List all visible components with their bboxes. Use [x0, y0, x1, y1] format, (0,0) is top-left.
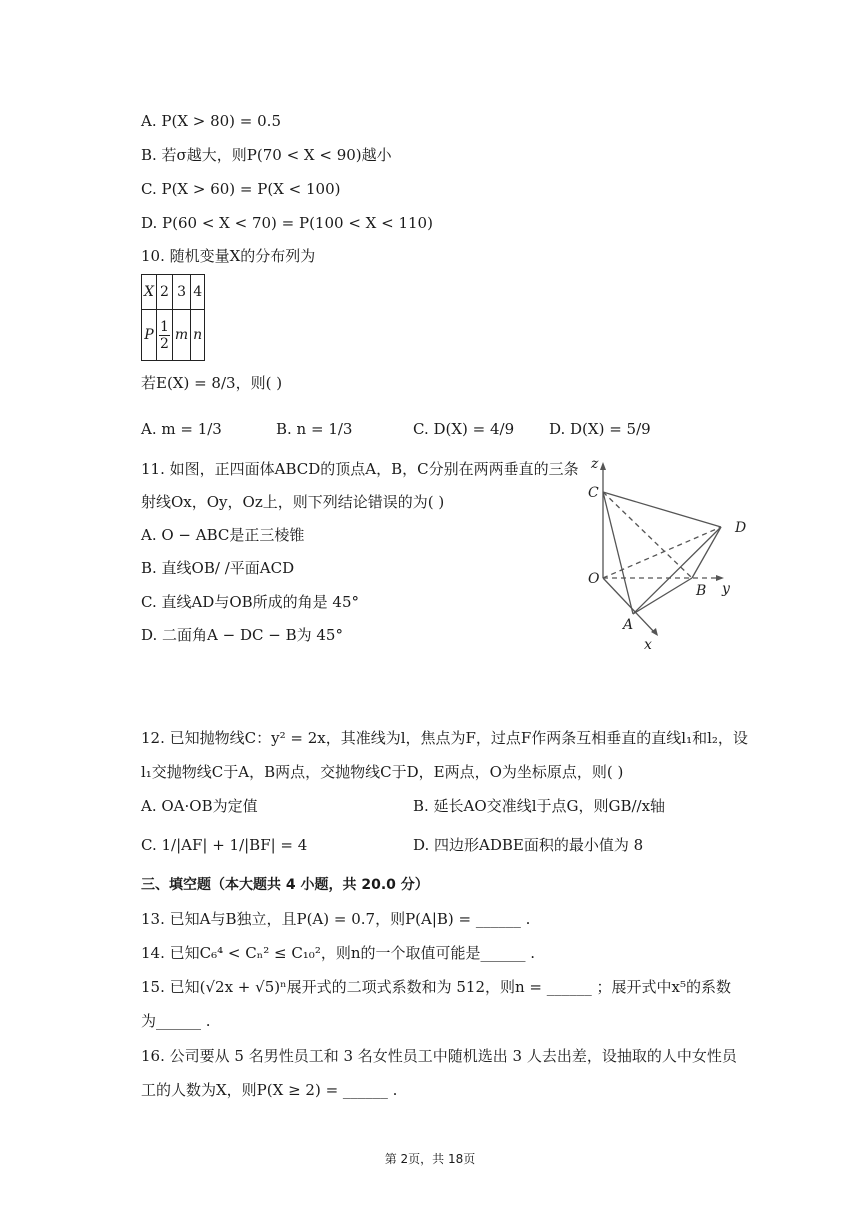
q10-option-c: C. D(X) = 4/9: [413, 420, 515, 438]
table-row-p: P: [142, 310, 157, 361]
q12-option-b: B. 延长AO交准线l于点G，则GB//x轴: [413, 797, 666, 815]
fraction-denominator: 2: [159, 335, 169, 352]
table-cell-half: [156, 310, 172, 361]
q16-line2: 工的人数为X，则P(X ≥ 2) = ______ .: [141, 1081, 398, 1099]
q10-condition: 若E(X) = 8/3，则( ): [141, 374, 283, 392]
page-footer: 第 2页，共 18页: [384, 1152, 476, 1166]
label-y: y: [722, 581, 730, 597]
q15-line1: 15. 已知(√2x + √5)ⁿ展开式的二项式系数和为 512，则n = ______ ；展开式中x⁵的系数: [141, 978, 731, 996]
edge-ca: [603, 492, 633, 614]
q10-stem: 10. 随机变量X的分布列为: [141, 247, 316, 265]
label-z: z: [591, 456, 599, 472]
q9-option-b: B. 若σ越大，则P(70 < X < 90)越小: [141, 146, 392, 164]
q11-option-b: B. 直线OB/ /平面ACD: [141, 559, 295, 577]
q9-option-c: C. P(X > 60) = P(X < 100): [141, 180, 341, 198]
q11-option-a: A. O − ABC是正三棱锥: [141, 526, 305, 544]
table-header-4: 4: [191, 275, 205, 310]
q10-option-b: B. n = 1/3: [276, 420, 353, 438]
q12-option-c: C. 1/|AF| + 1/|BF| = 4: [141, 836, 308, 854]
q12-stem-line1: 12. 已知抛物线C：y² = 2x，其准线为l，焦点为F，过点F作两条互相垂直的直线l₁和l₂，设: [141, 729, 748, 747]
section-heading: 三、填空题（本大题共 4 小题，共 20.0 分）: [141, 877, 429, 893]
q9-option-a: A. P(X > 80) = 0.5: [141, 112, 281, 130]
table-header-3: 3: [172, 275, 190, 310]
q12-option-d: D. 四边形ADBE面积的最小值为 8: [413, 836, 644, 854]
fraction-numerator: 1: [159, 318, 169, 335]
tetrahedron-figure: [578, 452, 768, 652]
table-cell-m: m: [172, 310, 190, 361]
q12-stem-line2: l₁交抛物线C于A，B两点，交抛物线C于D，E两点，O为坐标原点，则( ): [141, 763, 624, 781]
edge-cd: [603, 492, 721, 527]
arrow-z: [600, 462, 606, 470]
q15-line2: 为______ .: [141, 1012, 211, 1030]
label-c: C: [588, 485, 599, 501]
table-cell-n: n: [191, 310, 205, 361]
q13: 13. 已知A与B独立，且P(A) = 0.7，则P(A|B) = ______ .: [141, 910, 531, 928]
edge-bd: [692, 527, 721, 578]
edge-ab: [633, 578, 692, 614]
edge-ad: [633, 527, 721, 614]
distribution-table: [141, 274, 205, 361]
q9-option-d: D. P(60 < X < 70) = P(100 < X < 110): [141, 214, 433, 232]
q12-option-a: A. OA·OB为定值: [141, 797, 258, 815]
label-a: A: [623, 617, 634, 633]
edge-od: [603, 527, 721, 578]
label-o: O: [588, 571, 600, 587]
q10-option-a: A. m = 1/3: [141, 420, 222, 438]
table-header-x: X: [142, 275, 157, 310]
q14: 14. 已知C₆⁴ < Cₙ² ≤ C₁₀²，则n的一个取值可能是______ .: [141, 944, 536, 962]
label-b: B: [696, 583, 707, 599]
label-d: D: [735, 520, 747, 536]
q11-option-d: D. 二面角A − DC − B为 45°: [141, 626, 343, 644]
q11-stem-line1: 11. 如图，正四面体ABCD的顶点A，B，C分别在两两垂直的三条: [141, 460, 579, 478]
table-header-2: 2: [156, 275, 172, 310]
q11-option-c: C. 直线AD与OB所成的角是 45°: [141, 593, 360, 611]
fraction: [159, 319, 170, 352]
q10-option-d: D. D(X) = 5/9: [549, 420, 651, 438]
q11-stem-line2: 射线Ox，Oy，Oz上，则下列结论错误的为( ): [141, 493, 445, 511]
label-x: x: [644, 637, 652, 652]
q16-line1: 16. 公司要从 5 名男性员工和 3 名女性员工中随机选出 3 人去出差，设抽取的人中女性员: [141, 1047, 737, 1065]
